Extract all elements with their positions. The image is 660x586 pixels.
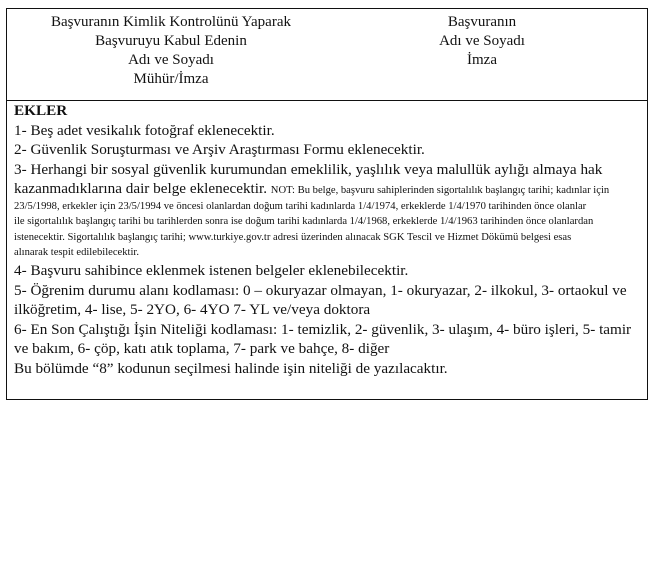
form-frame [6,8,648,400]
note-line-4: istenecektir. Sigortalılık başlangıç tarihi; www.turkiye.gov.tr adresi üzerinden alınacak SGK Tescil ve Hizmet Dökümü belgesi esas [14,231,572,243]
attachment-item-3-main: kazanmadıklarına dair belge eklenecektir. [14,180,267,198]
officer-line-2: Başvuruyu Kabul Edenin [95,33,247,49]
attachments-title: EKLER [14,102,68,119]
attachment-item-1: 1- Beş adet vesikalık fotoğraf eklenecektir. [14,121,275,139]
officer-signature-block [21,13,321,89]
applicant-signature-block [407,13,557,70]
attachment-item-3-note: NOT: Bu belge, başvuru sahiplerinden sigortalılık başlangıç tarihi; kadınlar için [270,185,610,197]
note-line-3: ile sigortalılık başlangıç tarihi bu tarihlerden sonra ise doğum tarihi kadınlarda 1/4/1968, erkeklerde 1/4/1963 tarihinden önce olanlardan [14,216,594,228]
applicant-line-3: İmza [467,52,497,68]
applicant-line-2: Adı ve Soyadı [439,33,525,49]
attachment-item-3-line-1: 3- Herhangi bir sosyal güvenlik kurumundan emeklilik, yaşlılık veya malullük aylığı almaya hak [14,160,603,178]
closing-note: Bu bölümde “8” kodunun seçilmesi halinde işin niteliği de yazılacaktır. [14,359,448,377]
attachment-item-6-line-2: ve bakım, 6- çöp, katı atık toplama, 7- park ve bahçe, 8- diğer [14,340,390,358]
attachment-item-4: 4- Başvuru sahibince eklenmek istenen belgeler eklenebilecektir. [14,261,409,279]
attachment-item-2: 2- Güvenlik Soruşturması ve Arşiv Araştırması Formu eklenecektir. [14,141,425,159]
attachment-item-5-line-2: ilköğretim, 4- lise, 5- 2YO, 6- 4YO 7- YL ve/veya doktora [14,301,371,319]
attachments-section [14,101,640,379]
officer-line-4: Mühür/İmza [133,71,209,87]
attachment-item-5-line-1: 5- Öğrenim durumu alanı kodlaması: 0 – okuryazar olmayan, 1- okuryazar, 2- ilkokul, 3- ortaokul ve [14,281,627,299]
attachment-item-3-line-2 [14,179,640,199]
note-line-2: 23/5/1998, erkekler için 23/5/1994 ve öncesi olanlardan doğum tarihi kadınlarda 1/4/1974, erkeklerde 1/4/1970 tarihinden önce olanlar [14,200,587,212]
signature-row [7,9,647,101]
officer-line-1: Başvuranın Kimlik Kontrolünü Yaparak [51,14,291,30]
attachment-item-6-line-1: 6- En Son Çalıştığı İşin Niteliği kodlaması: 1- temizlik, 2- güvenlik, 3- ulaşım, 4- büro işleri, 5- tamir [14,320,632,338]
applicant-line-1: Başvuranın [447,14,517,30]
officer-line-3: Adı ve Soyadı [128,52,214,68]
note-line-5: alınarak tespit edilebilecektir. [14,247,140,259]
